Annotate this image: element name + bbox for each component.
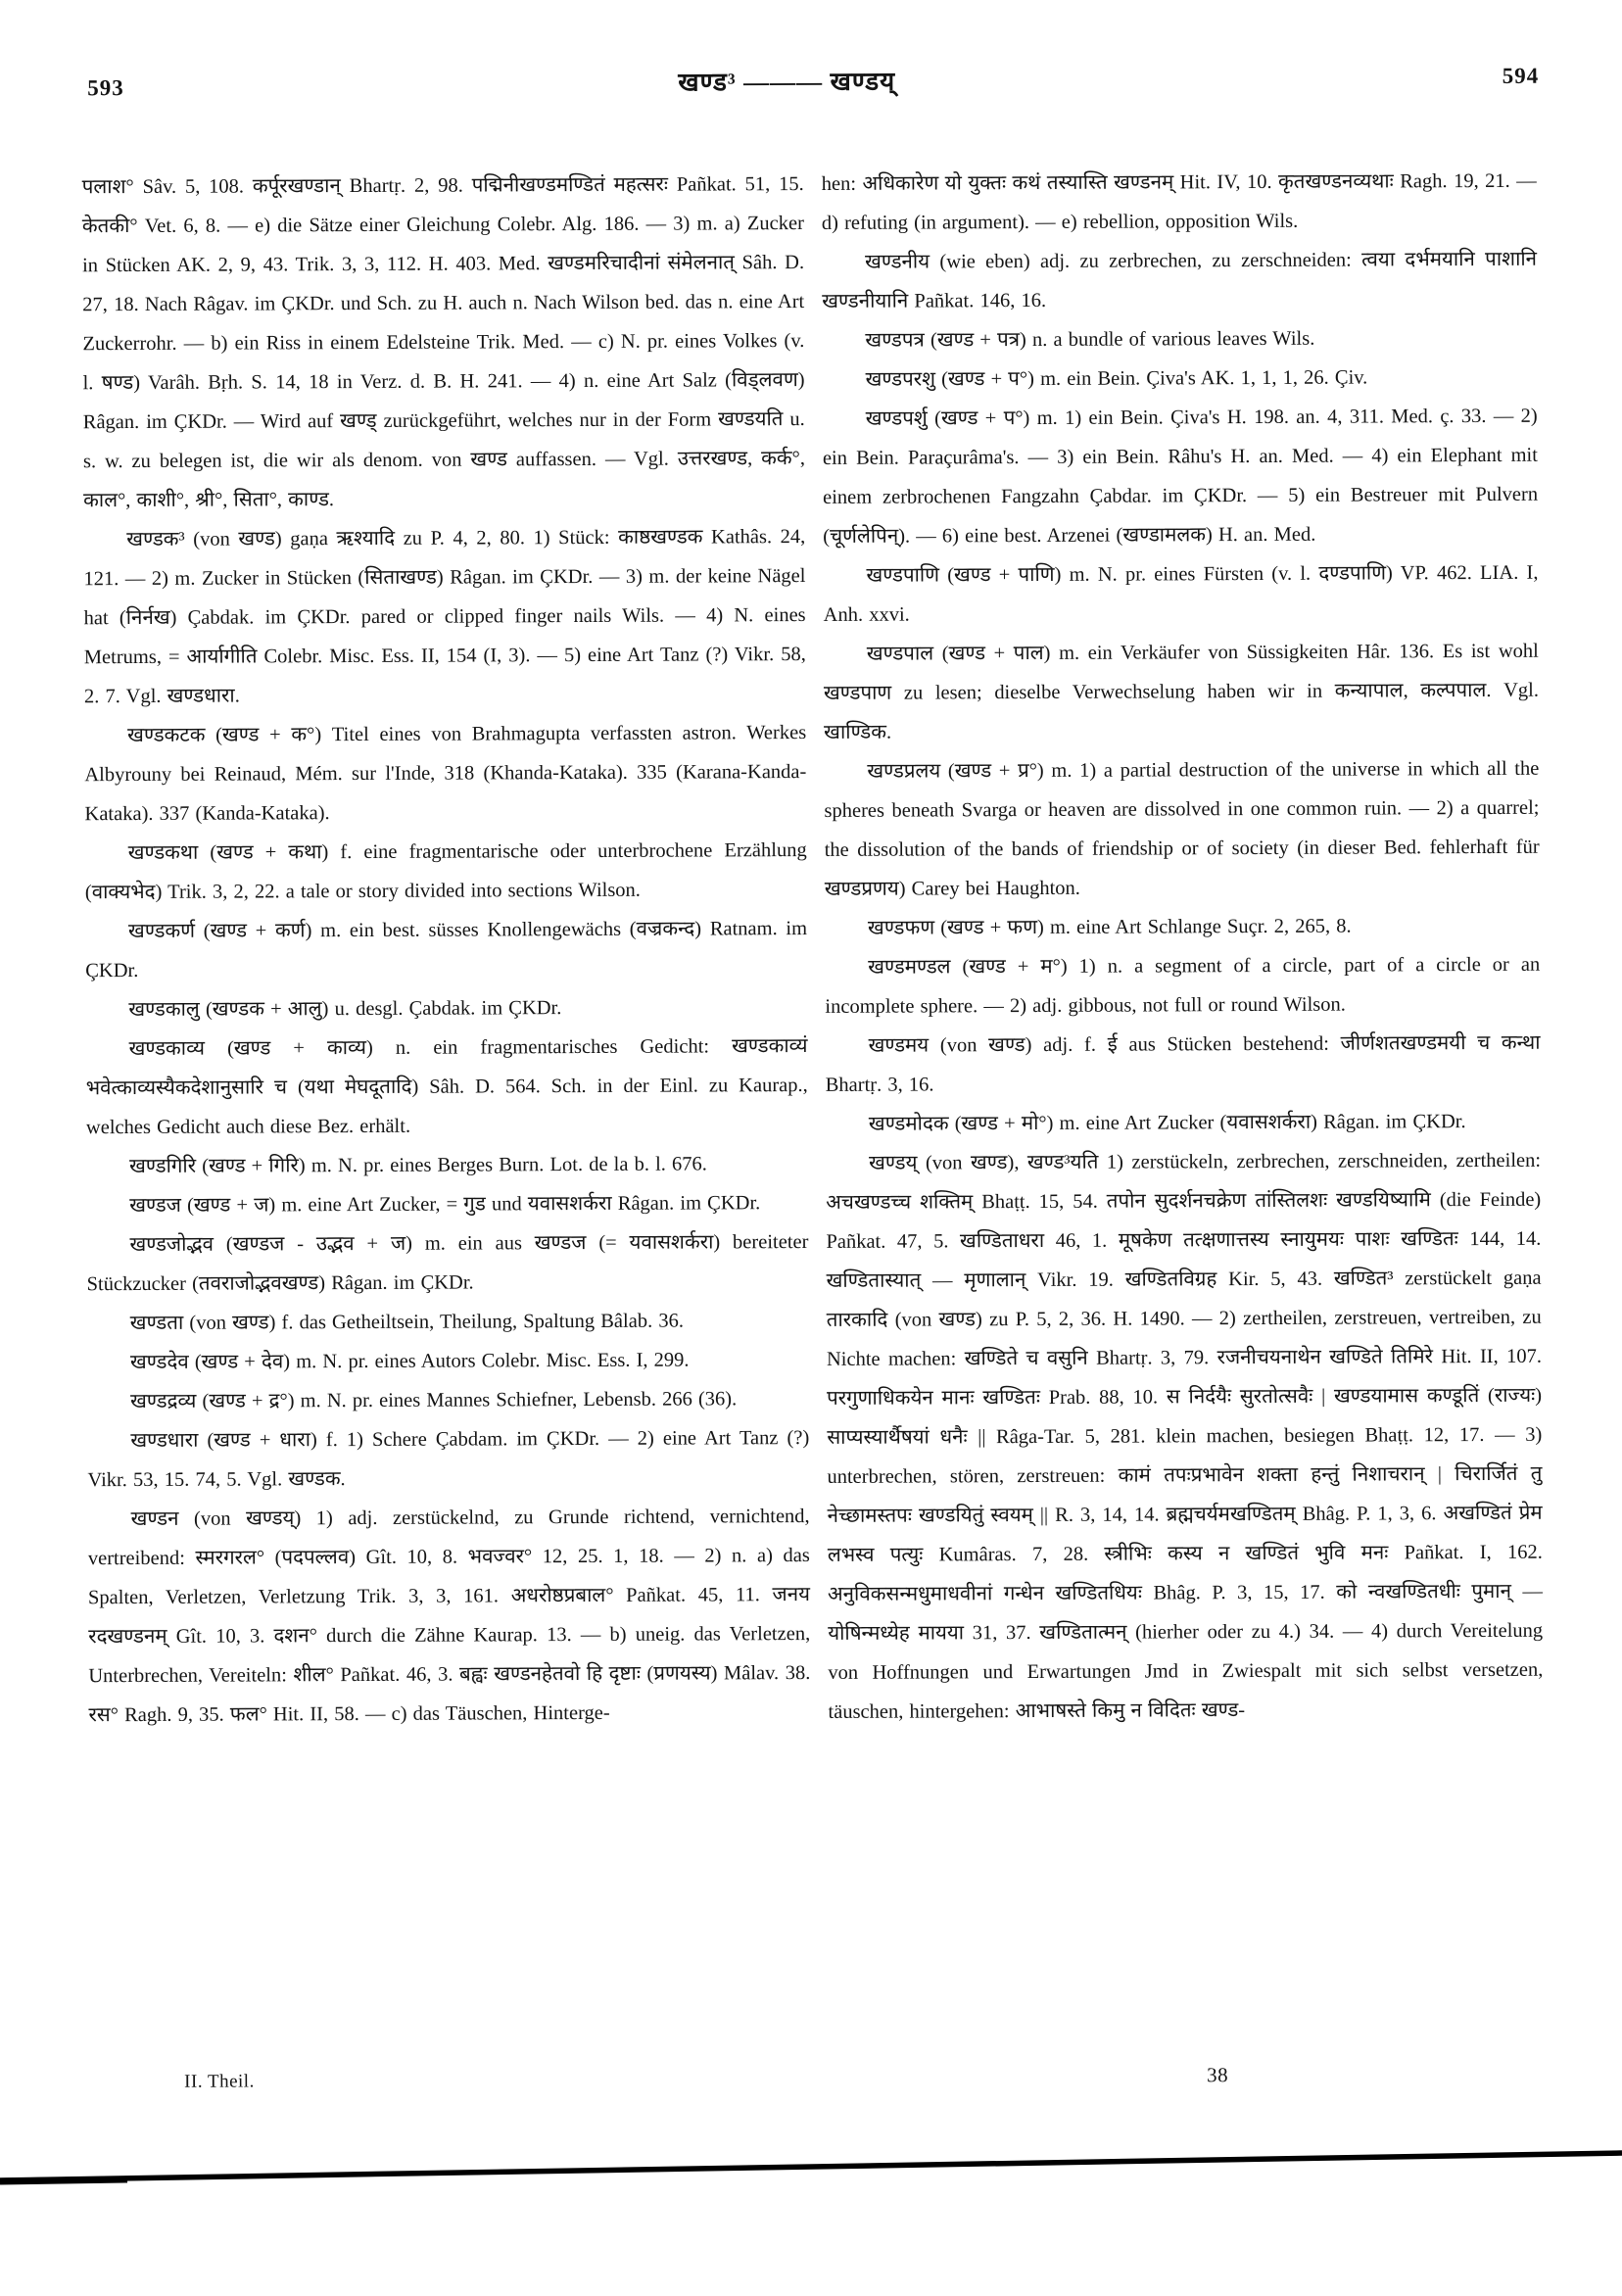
page-number-left: 593 <box>87 75 124 101</box>
entry-paragraph: खण्डकालु (खण्डक + आलु) u. desgl. Çabdak. im ÇKDr. <box>128 997 562 1022</box>
running-head: खण्ड³ ——— खण्डय् <box>678 67 896 97</box>
entry-paragraph: खण्डफण (खण्ड + फण) m. eine Art Schlange Suçr. 2, 265, 8. <box>867 915 1352 939</box>
entry-paragraph: पलाश° Sâv. 5, 108. कर्पूरखण्डान् Bhartṛ. 2, 98. पद्मिनीखण्डमण्डितं महत्सरः Pañkat. 51, 15. केतकी° Vet. 6, 8. — e) die Sätze einer Gleichung Colebr. Alg. 186. — 3) m. a) Zucker in Stücken AK. 2, 9, 43. Trik. 3, 3, 112. H. 403. Med. खण्डमरिचादीनां संमेलनात् Sâh. D. 27, 18. Nach Râgav. im ÇKDr. und Sch. zu H. auch n. Nach Wilson bed. das n. eine Art Zuckerrohr. — b) ein Riss in einem Edelsteine Trik. Med. — c) N. pr. eines Volkes (v. l. षण्ड) Varâh. Bṛh. S. 14, 18 in Verz. d. B. H. 241. — 4) n. eine Art Salz (विड्लवण) Râgan. im ÇKDr. — Wird auf खण्ड् zurückgeführt, welches nur in der Form खण्डयति u. s. w. zu belegen ist, die wir als denom. von खण्ड auffassen. — Vgl. उत्तरखण्ड, कर्क°, काल°, काशी°, श्री°, सिता°, काण्ड. <box>81 173 805 512</box>
entry-paragraph: hen: अधिकारेण यो युक्तः कथं तस्यास्ति खण्डनम् Hit. IV, 10. कृतखण्डनव्यथाः Ragh. 19, 21. — d) refuting (in argument). — e) rebellion, opposition Wils. <box>821 169 1537 234</box>
entry-paragraph: खण्डनीय (wie eben) adj. zu zerbrechen, zu zerschneiden: त्वया दर्भमयानि पाशानि खण्डनीयानि Pañkat. 146, 16. <box>822 248 1538 312</box>
entry-paragraph: खण्डमण्डल (खण्ड + म°) 1) n. a segment of a circle, part of a circle or an incomplete sphere. — 2) adj. gibbous, not full or round Wilson. <box>825 953 1541 1018</box>
entry-paragraph: खण्डधारा (खण्ड + धारा) f. 1) Schere Çabdam. im ÇKDr. — 2) eine Art Tanz (?) Vikr. 53, 15. 74, 5. Vgl. खण्डक. <box>87 1427 810 1492</box>
page-number-right: 594 <box>1502 63 1540 88</box>
entry-paragraph: खण्डमोदक (खण्ड + मो°) m. eine Art Zucker (यवासशर्करा) Râgan. im ÇKDr. <box>868 1111 1466 1135</box>
entry-paragraph: खण्डद्रव्य (खण्ड + द्र°) m. N. pr. eines Mannes Schiefner, Lebensb. 266 (36). <box>130 1388 738 1413</box>
entry-paragraph: खण्डकर्ण (खण्ड + कर्ण) m. ein best. süsses Knollengewächs (वज्रकन्द) Ratnam. im ÇKDr. <box>85 918 808 982</box>
entry-paragraph: खण्डपरशु (खण्ड + प°) m. ein Bein. Çiva's AK. 1, 1, 1, 26. Çiv. <box>865 366 1368 391</box>
entry-paragraph: खण्डय् (von खण्ड), खण्ड³यति 1) zerstückeln, zerbrechen, zerschneiden, zertheilen: अचखण्डच्च शक्तिम् Bhaṭṭ. 15, 54. तपोन सुदर्शनचक्रेण तांस्तिलशः खण्डयिष्यामि (die Feinde) Pañkat. 47, 5. खण्डिताधरा 46, 1. मूषकेण तत्क्षणात्तस्य स्नायुमयः पाशः खण्डितः 144, 14. खण्डितास्यात् — मृणालान् Vikr. 19. खण्डितविग्रह Kir. 5, 43. खण्डित³ zerstückelt gaṇa तारकादि (von खण्ड) zu P. 5, 2, 36. H. 1490. — 2) zertheilen, zerstreuen, vertreiben, zu Nichte machen: खण्डिते च वसुनि Bhartṛ. 3, 79. रजनीचयनाथेन खण्डिते तिमिरे Hit. II, 107. परगुणाधिकयेन मानः खण्डितः Prab. 88, 10. स निर्दयैः सुरतोत्सवैः | खण्डयामास कण्डूतिं (राज्यः) साप्यस्यार्थैषयां धनैः || Râga-Tar. 5, 281. klein machen, besiegen Bhaṭṭ. 12, 17. — 3) unterbrechen, stören, zerstreuen: कामं तपःप्रभावेन शक्ता हन्तुं निशाचरान् | चिरार्जितं तु नेच्छामस्तपः खण्डयितुं स्वयम् || R. 3, 14, 14. ब्रह्मचर्यमखण्डितम् Bhâg. P. 1, 3, 6. अखण्डितं प्रेम लभस्व पत्युः Kumâras. 7, 28. स्त्रीभिः कस्य न खण्डितं भुवि मनः Pañkat. I, 162. अनुविकसन्मधुमाधवीनां गन्धेन खण्डितधियः Bhâg. P. 3, 15, 17. को न्वखण्डितधीः पुमान् — योषिन्मध्येह मायया 31, 37. खण्डितात्मन् (hierher oder zu 4.) 34. — 4) durch Vereitelung von Hoffnungen und Erwartungen Jmd in Zwiespalt mit sich selbst versetzen, täuschen, hintergehen: आभाषस्ते किमु न विदितः खण्ड- <box>826 1149 1544 1723</box>
entry-paragraph: खण्डकटक (खण्ड + क°) Titel eines von Brahmagupta verfassten astron. Werkes Albyrouny bei Reinaud, Mém. sur l'Inde, 318 (Khanda-Kataka). 335 (Karana-Kanda-Kataka). 337 (Kanda-Kataka). <box>84 722 807 826</box>
entry-paragraph: खण्डपर्शु (खण्ड + प°) m. 1) ein Bein. Çiva's H. 198. an. 4, 311. Med. ç. 33. — 2) ein Bein. Paraçurâma's. — 3) ein Bein. Râhu's H. an. Med. — 4) ein Elephant mit einem zerbrochenen Fangzahn Çabdar. im ÇKDr. — 5) ein Bestreuer mit Pulvern (चूर्णलेपिन्). — 6) eine best. Arzenei (खण्डामलक) H. an. Med. <box>822 405 1539 548</box>
entry-paragraph: खण्डकथा (खण्ड + कथा) f. eine fragmentarische oder unterbrochene Erzählung (वाक्यभेद) Trik. 3, 2, 22. a tale or story divided into sections Wilson. <box>84 839 807 904</box>
sheet-signature-number: 38 <box>1207 2063 1229 2087</box>
entry-paragraph: खण्डमय (von खण्ड) adj. f. ई aus Stücken bestehend: जीर्णशतखण्डमयी च कन्था Bhartṛ. 3, 16. <box>825 1031 1541 1096</box>
entry-paragraph: खण्डक³ (von खण्ड) gaṇa ऋश्यादि zu P. 4, 2, 80. 1) Stück: काष्ठखण्डक Kathâs. 24, 121. — 2) m. Zucker in Stücken (सिताखण्ड) Râgan. im ÇKDr. — 3) m. der keine Nägel hat (निर्नख) Çabdak. im ÇKDr. pared or clipped finger nails Wils. — 4) N. eines Metrums, = आर्यागीति Colebr. Misc. Ess. II, 154 (I, 3). — 5) eine Art Tanz (?) Vikr. 58, 2. 7. Vgl. खण्डधारा. <box>83 526 806 708</box>
entry-paragraph: खण्डपाणि (खण्ड + पाणि) m. N. pr. eines Fürsten (v. l. दण्डपाणि) VP. 462. LIA. I, Anh. xxvi. <box>823 561 1539 626</box>
entry-paragraph: खण्डजोद्भव (खण्डज - उद्भव + ज) m. ein aus खण्डज (= यवासशर्करा) bereiteter Stückzucker (तवराजोद्भवखण्ड) Râgan. im ÇKDr. <box>86 1231 809 1296</box>
entry-paragraph: खण्डता (von खण्ड) f. das Getheiltsein, Theilung, Spaltung Bâlab. 36. <box>129 1310 684 1335</box>
right-column <box>822 162 1544 1732</box>
entry-paragraph: खण्डपाल (खण्ड + पाल) m. ein Verkäufer von Süssigkeiten Hâr. 136. Es ist wohl खण्डपाण zu lesen; dieselbe Verwechselung haben wir in कन्यापाल, कल्पपाल. Vgl. खाण्डिक. <box>823 640 1540 743</box>
entry-paragraph: खण्डन (von खण्डय्) 1) adj. zerstückelnd, zu Grunde richtend, vernichtend, vertreibend: स्मरगरल° (पदपल्लव) Gît. 10, 8. भवज्वर° 12, 25. 1, 18. — 2) n. a) das Spalten, Verletzen, Verletzung Trik. 3, 3, 161. अधरोष्ठप्रबाल° Pañkat. 45, 11. जनय रदखण्डनम् Gît. 10, 3. दशन° durch die Zähne Kaurap. 13. — b) uneig. das Verletzen, Unterbrechen, Vereiteln: शील° Pañkat. 46, 3. बह्वः खण्डनहेतवो हि दृष्टाः (प्रणयस्य) Mâlav. 38. रस° Ragh. 9, 35. फल° Hit. II, 58. — c) das Täuschen, Hinterge- <box>87 1506 811 1727</box>
entry-paragraph: खण्डगिरि (खण्ड + गिरि) m. N. pr. eines Berges Burn. Lot. de la b. l. 676. <box>129 1153 707 1178</box>
entry-paragraph: खण्डदेव (खण्ड + देव) m. N. pr. eines Autors Colebr. Misc. Ess. I, 299. <box>129 1349 690 1374</box>
entry-paragraph: खण्डपत्र (खण्ड + पत्र) n. a bundle of various leaves Wils. <box>865 327 1315 352</box>
volume-signature-mark: II. Theil. <box>184 2071 255 2092</box>
entry-paragraph: खण्डज (खण्ड + ज) m. eine Art Zucker, = गुड und यवासशर्करा Râgan. im ÇKDr. <box>129 1192 761 1218</box>
entry-paragraph: खण्डकाव्य (खण्ड + काव्य) n. ein fragmentarisches Gedicht: खण्डकाव्यं भवेत्काव्यस्यैकदेशानुसारि च (यथा मेघदूतादि) Sâh. D. 564. Sch. in der Einl. zu Kaurap., welches Gedicht auch diese Bez. erhält. <box>85 1035 808 1139</box>
left-column <box>82 165 811 1735</box>
entry-paragraph: खण्डप्रलय (खण्ड + प्र°) m. 1) a partial destruction of the universe in which all the spheres beneath Svarga or heaven are dissolved in one common ruin. — 2) a quarrel; the dissolution of the bands of friendship or of society (in dieser Bed. fehlerhaft für खण्डप्रणय) Carey bei Haughton. <box>824 757 1540 900</box>
